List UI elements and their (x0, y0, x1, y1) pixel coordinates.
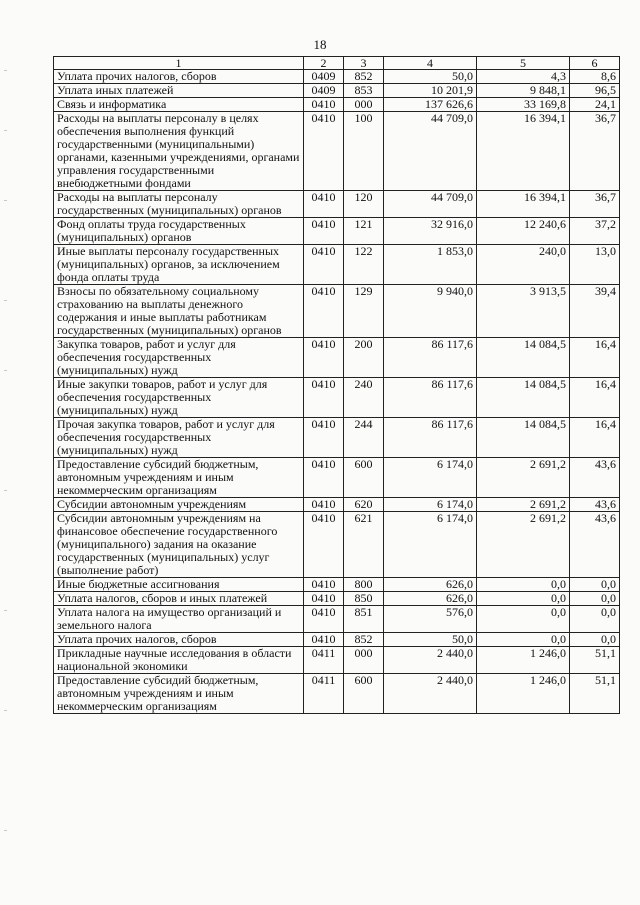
row-name-cell: Закупка товаров, работ и услуг для обеспечения государственных (муниципальных) нужд (54, 338, 304, 378)
table-row (54, 647, 620, 674)
row-name-cell: Субсидии автономным учреждениям на финансовое обеспечение государственного (муниципального) задания на оказание государственных (муниципальных) услуг (выполнение работ) (54, 512, 304, 578)
planned-amount-cell: 1 853,0 (384, 245, 477, 285)
actual-amount-cell: 4,3 (477, 70, 570, 84)
table-row (54, 592, 620, 606)
percent-cell: 0,0 (570, 633, 620, 647)
row-name-cell: Предоставление субсидий бюджетным, автономным учреждениям и иным некоммерческим организациям (54, 458, 304, 498)
percent-cell: 0,0 (570, 578, 620, 592)
actual-amount-cell: 33 169,8 (477, 98, 570, 112)
table-row (54, 674, 620, 714)
table-row (54, 458, 620, 498)
table-row (54, 98, 620, 112)
row-name-cell: Уплата прочих налогов, сборов (54, 633, 304, 647)
section-code-cell: 0410 (304, 98, 344, 112)
table-row (54, 512, 620, 578)
section-code-cell: 0410 (304, 498, 344, 512)
section-code-cell: 0410 (304, 578, 344, 592)
section-code-cell: 0410 (304, 606, 344, 633)
table-row (54, 84, 620, 98)
table-row (54, 378, 620, 418)
actual-amount-cell: 14 084,5 (477, 378, 570, 418)
planned-amount-cell: 6 174,0 (384, 458, 477, 498)
row-name-cell: Уплата налога на имущество организаций и земельного налога (54, 606, 304, 633)
planned-amount-cell: 86 117,6 (384, 378, 477, 418)
column-header-4: 4 (384, 57, 477, 70)
expense-code-cell: 240 (344, 378, 384, 418)
section-code-cell: 0410 (304, 112, 344, 191)
section-code-cell: 0410 (304, 512, 344, 578)
actual-amount-cell: 9 848,1 (477, 84, 570, 98)
planned-amount-cell: 576,0 (384, 606, 477, 633)
column-header-2: 2 (304, 57, 344, 70)
planned-amount-cell: 6 174,0 (384, 498, 477, 512)
table-row (54, 633, 620, 647)
percent-cell: 51,1 (570, 647, 620, 674)
percent-cell: 96,5 (570, 84, 620, 98)
planned-amount-cell: 44 709,0 (384, 112, 477, 191)
planned-amount-cell: 2 440,0 (384, 647, 477, 674)
percent-cell: 24,1 (570, 98, 620, 112)
expense-code-cell: 853 (344, 84, 384, 98)
planned-amount-cell: 50,0 (384, 633, 477, 647)
planned-amount-cell: 9 940,0 (384, 285, 477, 338)
planned-amount-cell: 137 626,6 (384, 98, 477, 112)
actual-amount-cell: 14 084,5 (477, 338, 570, 378)
section-code-cell: 0409 (304, 70, 344, 84)
row-name-cell: Расходы на выплаты персоналу в целях обеспечения выполнения функций государственными (муниципальными) органами, казенными учреждениями, органами управления государственными внебюджетными фондами (54, 112, 304, 191)
percent-cell: 36,7 (570, 191, 620, 218)
expense-code-cell: 244 (344, 418, 384, 458)
section-code-cell: 0410 (304, 592, 344, 606)
actual-amount-cell: 12 240,6 (477, 218, 570, 245)
percent-cell: 8,6 (570, 70, 620, 84)
expense-code-cell: 600 (344, 674, 384, 714)
expense-code-cell: 852 (344, 70, 384, 84)
actual-amount-cell: 240,0 (477, 245, 570, 285)
table-row (54, 218, 620, 245)
planned-amount-cell: 50,0 (384, 70, 477, 84)
section-code-cell: 0410 (304, 378, 344, 418)
table-row (54, 418, 620, 458)
section-code-cell: 0410 (304, 218, 344, 245)
actual-amount-cell: 14 084,5 (477, 418, 570, 458)
actual-amount-cell: 0,0 (477, 606, 570, 633)
percent-cell: 16,4 (570, 418, 620, 458)
planned-amount-cell: 44 709,0 (384, 191, 477, 218)
table-row (54, 191, 620, 218)
expense-code-cell: 000 (344, 98, 384, 112)
actual-amount-cell: 16 394,1 (477, 112, 570, 191)
row-name-cell: Прикладные научные исследования в области национальной экономики (54, 647, 304, 674)
table-header-row (54, 57, 620, 70)
table-row (54, 245, 620, 285)
planned-amount-cell: 32 916,0 (384, 218, 477, 245)
section-code-cell: 0410 (304, 458, 344, 498)
actual-amount-cell: 1 246,0 (477, 674, 570, 714)
expense-code-cell: 850 (344, 592, 384, 606)
table-row (54, 606, 620, 633)
planned-amount-cell: 10 201,9 (384, 84, 477, 98)
row-name-cell: Связь и информатика (54, 98, 304, 112)
column-header-6: 6 (570, 57, 620, 70)
table-row (54, 338, 620, 378)
table-row (54, 578, 620, 592)
section-code-cell: 0411 (304, 674, 344, 714)
row-name-cell: Уплата налогов, сборов и иных платежей (54, 592, 304, 606)
percent-cell: 43,6 (570, 512, 620, 578)
expense-code-cell: 100 (344, 112, 384, 191)
section-code-cell: 0409 (304, 84, 344, 98)
actual-amount-cell: 0,0 (477, 592, 570, 606)
planned-amount-cell: 86 117,6 (384, 418, 477, 458)
row-name-cell: Иные бюджетные ассигнования (54, 578, 304, 592)
section-code-cell: 0410 (304, 633, 344, 647)
percent-cell: 51,1 (570, 674, 620, 714)
section-code-cell: 0410 (304, 191, 344, 218)
expense-code-cell: 000 (344, 647, 384, 674)
percent-cell: 0,0 (570, 592, 620, 606)
percent-cell: 36,7 (570, 112, 620, 191)
planned-amount-cell: 2 440,0 (384, 674, 477, 714)
row-name-cell: Фонд оплаты труда государственных (муниципальных) органов (54, 218, 304, 245)
section-code-cell: 0410 (304, 418, 344, 458)
percent-cell: 13,0 (570, 245, 620, 285)
row-name-cell: Субсидии автономным учреждениям (54, 498, 304, 512)
actual-amount-cell: 2 691,2 (477, 512, 570, 578)
percent-cell: 0,0 (570, 606, 620, 633)
actual-amount-cell: 1 246,0 (477, 647, 570, 674)
row-name-cell: Расходы на выплаты персоналу государственных (муниципальных) органов (54, 191, 304, 218)
percent-cell: 37,2 (570, 218, 620, 245)
actual-amount-cell: 0,0 (477, 578, 570, 592)
section-code-cell: 0411 (304, 647, 344, 674)
scan-edge-marks (4, 70, 16, 850)
actual-amount-cell: 3 913,5 (477, 285, 570, 338)
column-header-1: 1 (54, 57, 304, 70)
row-name-cell: Предоставление субсидий бюджетным, автономным учреждениям и иным некоммерческим организациям (54, 674, 304, 714)
expense-code-cell: 121 (344, 218, 384, 245)
planned-amount-cell: 6 174,0 (384, 512, 477, 578)
expense-code-cell: 621 (344, 512, 384, 578)
expense-code-cell: 600 (344, 458, 384, 498)
section-code-cell: 0410 (304, 338, 344, 378)
row-name-cell: Иные закупки товаров, работ и услуг для обеспечения государственных (муниципальных) нужд (54, 378, 304, 418)
actual-amount-cell: 2 691,2 (477, 458, 570, 498)
expense-code-cell: 800 (344, 578, 384, 592)
percent-cell: 39,4 (570, 285, 620, 338)
table-body (54, 57, 620, 714)
expense-code-cell: 122 (344, 245, 384, 285)
row-name-cell: Взносы по обязательному социальному страхованию на выплаты денежного содержания и иные выплаты работникам государственных (муниципальных) органов (54, 285, 304, 338)
actual-amount-cell: 0,0 (477, 633, 570, 647)
percent-cell: 43,6 (570, 498, 620, 512)
row-name-cell: Уплата иных платежей (54, 84, 304, 98)
percent-cell: 16,4 (570, 378, 620, 418)
budget-table (53, 56, 620, 714)
section-code-cell: 0410 (304, 285, 344, 338)
planned-amount-cell: 626,0 (384, 592, 477, 606)
page-number: 18 (313, 37, 327, 52)
row-name-cell: Уплата прочих налогов, сборов (54, 70, 304, 84)
expense-code-cell: 200 (344, 338, 384, 378)
expense-code-cell: 851 (344, 606, 384, 633)
table-row (54, 112, 620, 191)
percent-cell: 16,4 (570, 338, 620, 378)
section-code-cell: 0410 (304, 245, 344, 285)
actual-amount-cell: 16 394,1 (477, 191, 570, 218)
expense-code-cell: 129 (344, 285, 384, 338)
table-row (54, 498, 620, 512)
percent-cell: 43,6 (570, 458, 620, 498)
expense-code-cell: 852 (344, 633, 384, 647)
table-row (54, 70, 620, 84)
planned-amount-cell: 86 117,6 (384, 338, 477, 378)
actual-amount-cell: 2 691,2 (477, 498, 570, 512)
expense-code-cell: 620 (344, 498, 384, 512)
row-name-cell: Иные выплаты персоналу государственных (муниципальных) органов, за исключением фонда оплаты труда (54, 245, 304, 285)
expense-code-cell: 120 (344, 191, 384, 218)
table-row (54, 285, 620, 338)
column-header-3: 3 (344, 57, 384, 70)
column-header-5: 5 (477, 57, 570, 70)
row-name-cell: Прочая закупка товаров, работ и услуг для обеспечения государственных (муниципальных) нужд (54, 418, 304, 458)
planned-amount-cell: 626,0 (384, 578, 477, 592)
